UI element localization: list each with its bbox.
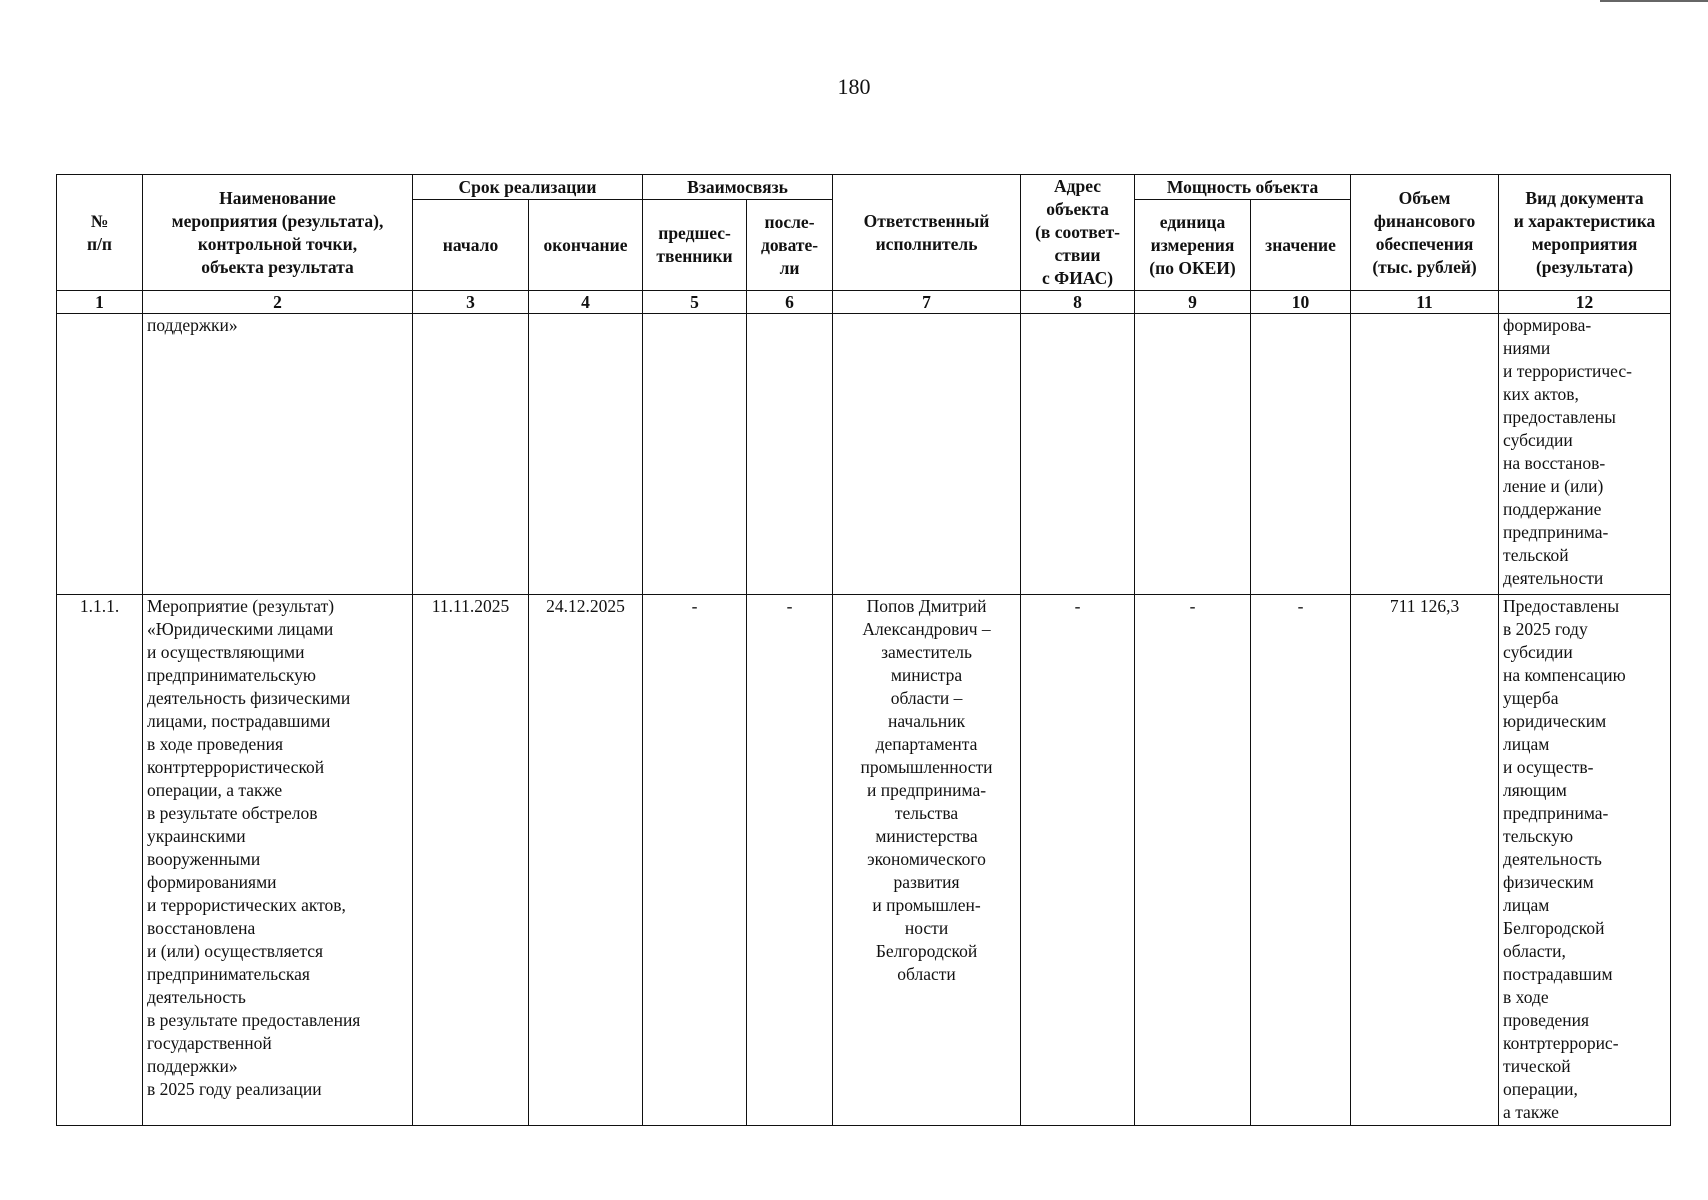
- col-number: 7: [833, 291, 1021, 314]
- header-predecessors: предшес- твенники: [643, 200, 747, 291]
- header-row-1: [57, 175, 1671, 200]
- col-number: 12: [1499, 291, 1671, 314]
- cell-end: [529, 314, 643, 595]
- col-number: 2: [143, 291, 413, 314]
- cell-finance: 711 126,3: [1351, 595, 1499, 1126]
- col-number: 1: [57, 291, 143, 314]
- cell-doc: формирова- ниями и террористичес- ких актов, предоставлены субсидии на восстанов- ление и (или) поддержание предпринима- тельской деятельности: [1499, 314, 1671, 595]
- cell-num: 1.1.1.: [57, 595, 143, 1126]
- cell-value: -: [1251, 595, 1351, 1126]
- cell-finance: [1351, 314, 1499, 595]
- header-num: № п/п: [57, 175, 143, 291]
- header-vzaim: Взаимосвязь: [643, 175, 833, 200]
- col-number: 9: [1135, 291, 1251, 314]
- header-unit: единица измерения (по ОКЕИ): [1135, 200, 1251, 291]
- col-number: 6: [747, 291, 833, 314]
- header-responsible: Ответственный исполнитель: [833, 175, 1021, 291]
- col-number: 3: [413, 291, 529, 314]
- cell-address: -: [1021, 595, 1135, 1126]
- header-doc: Вид документа и характеристика мероприятия (результата): [1499, 175, 1671, 291]
- header-moshch: Мощность объекта: [1135, 175, 1351, 200]
- cell-end: 24.12.2025: [529, 595, 643, 1126]
- header-value: значение: [1251, 200, 1351, 291]
- cell-start: [413, 314, 529, 595]
- col-number: 4: [529, 291, 643, 314]
- scan-edge-line: [1600, 0, 1708, 2]
- cell-successors: [747, 314, 833, 595]
- header-finance: Объем финансового обеспечения (тыс. рублей): [1351, 175, 1499, 291]
- cell-successors: -: [747, 595, 833, 1126]
- cell-predecessors: -: [643, 595, 747, 1126]
- cell-responsible: [833, 314, 1021, 595]
- plan-table: [56, 174, 1671, 1126]
- header-name: Наименование мероприятия (результата), контрольной точки, объекта результата: [143, 175, 413, 291]
- cell-predecessors: [643, 314, 747, 595]
- header-start: начало: [413, 200, 529, 291]
- cell-name: поддержки»: [143, 314, 413, 595]
- header-end: окончание: [529, 200, 643, 291]
- col-number: 8: [1021, 291, 1135, 314]
- table-row: [57, 314, 1671, 595]
- header-numbers-row: [57, 291, 1671, 314]
- cell-address: [1021, 314, 1135, 595]
- cell-responsible: Попов Дмитрий Александрович – заместитель министра области – начальник департамента промышленности и предпринима- тельства министерства экономического развития и промышлен- ности Белгородской области: [833, 595, 1021, 1126]
- table-row: [57, 595, 1671, 1126]
- cell-unit: -: [1135, 595, 1251, 1126]
- page-number: 180: [837, 74, 871, 99]
- header-successors: после- довате- ли: [747, 200, 833, 291]
- cell-name: Мероприятие (результат) «Юридическими лицами и осуществляющими предпринимательскую деятельность физическими лицами, пострадавшими в ходе проведения контртеррористической операции, а также в результате обстрелов украинскими вооруженными формированиями и террористических актов, восстановлена и (или) осуществляется предпринимательская деятельность в результате предоставления государственной поддержки» в 2025 году реализации: [143, 595, 413, 1126]
- cell-doc: Предоставлены в 2025 году субсидии на компенсацию ущерба юридическим лицам и осуществ- ляющим предпринима- тельскую деятельность физическим лицам Белгородской области, пострадавшим в ходе проведения контртеррорис- тической операции, а также: [1499, 595, 1671, 1126]
- cell-unit: [1135, 314, 1251, 595]
- col-number: 11: [1351, 291, 1499, 314]
- header-srok: Срок реализации: [413, 175, 643, 200]
- cell-num: [57, 314, 143, 595]
- cell-start: 11.11.2025: [413, 595, 529, 1126]
- col-number: 5: [643, 291, 747, 314]
- header-address: Адрес объекта (в соответ- ствии с ФИАС): [1021, 175, 1135, 291]
- col-number: 10: [1251, 291, 1351, 314]
- cell-value: [1251, 314, 1351, 595]
